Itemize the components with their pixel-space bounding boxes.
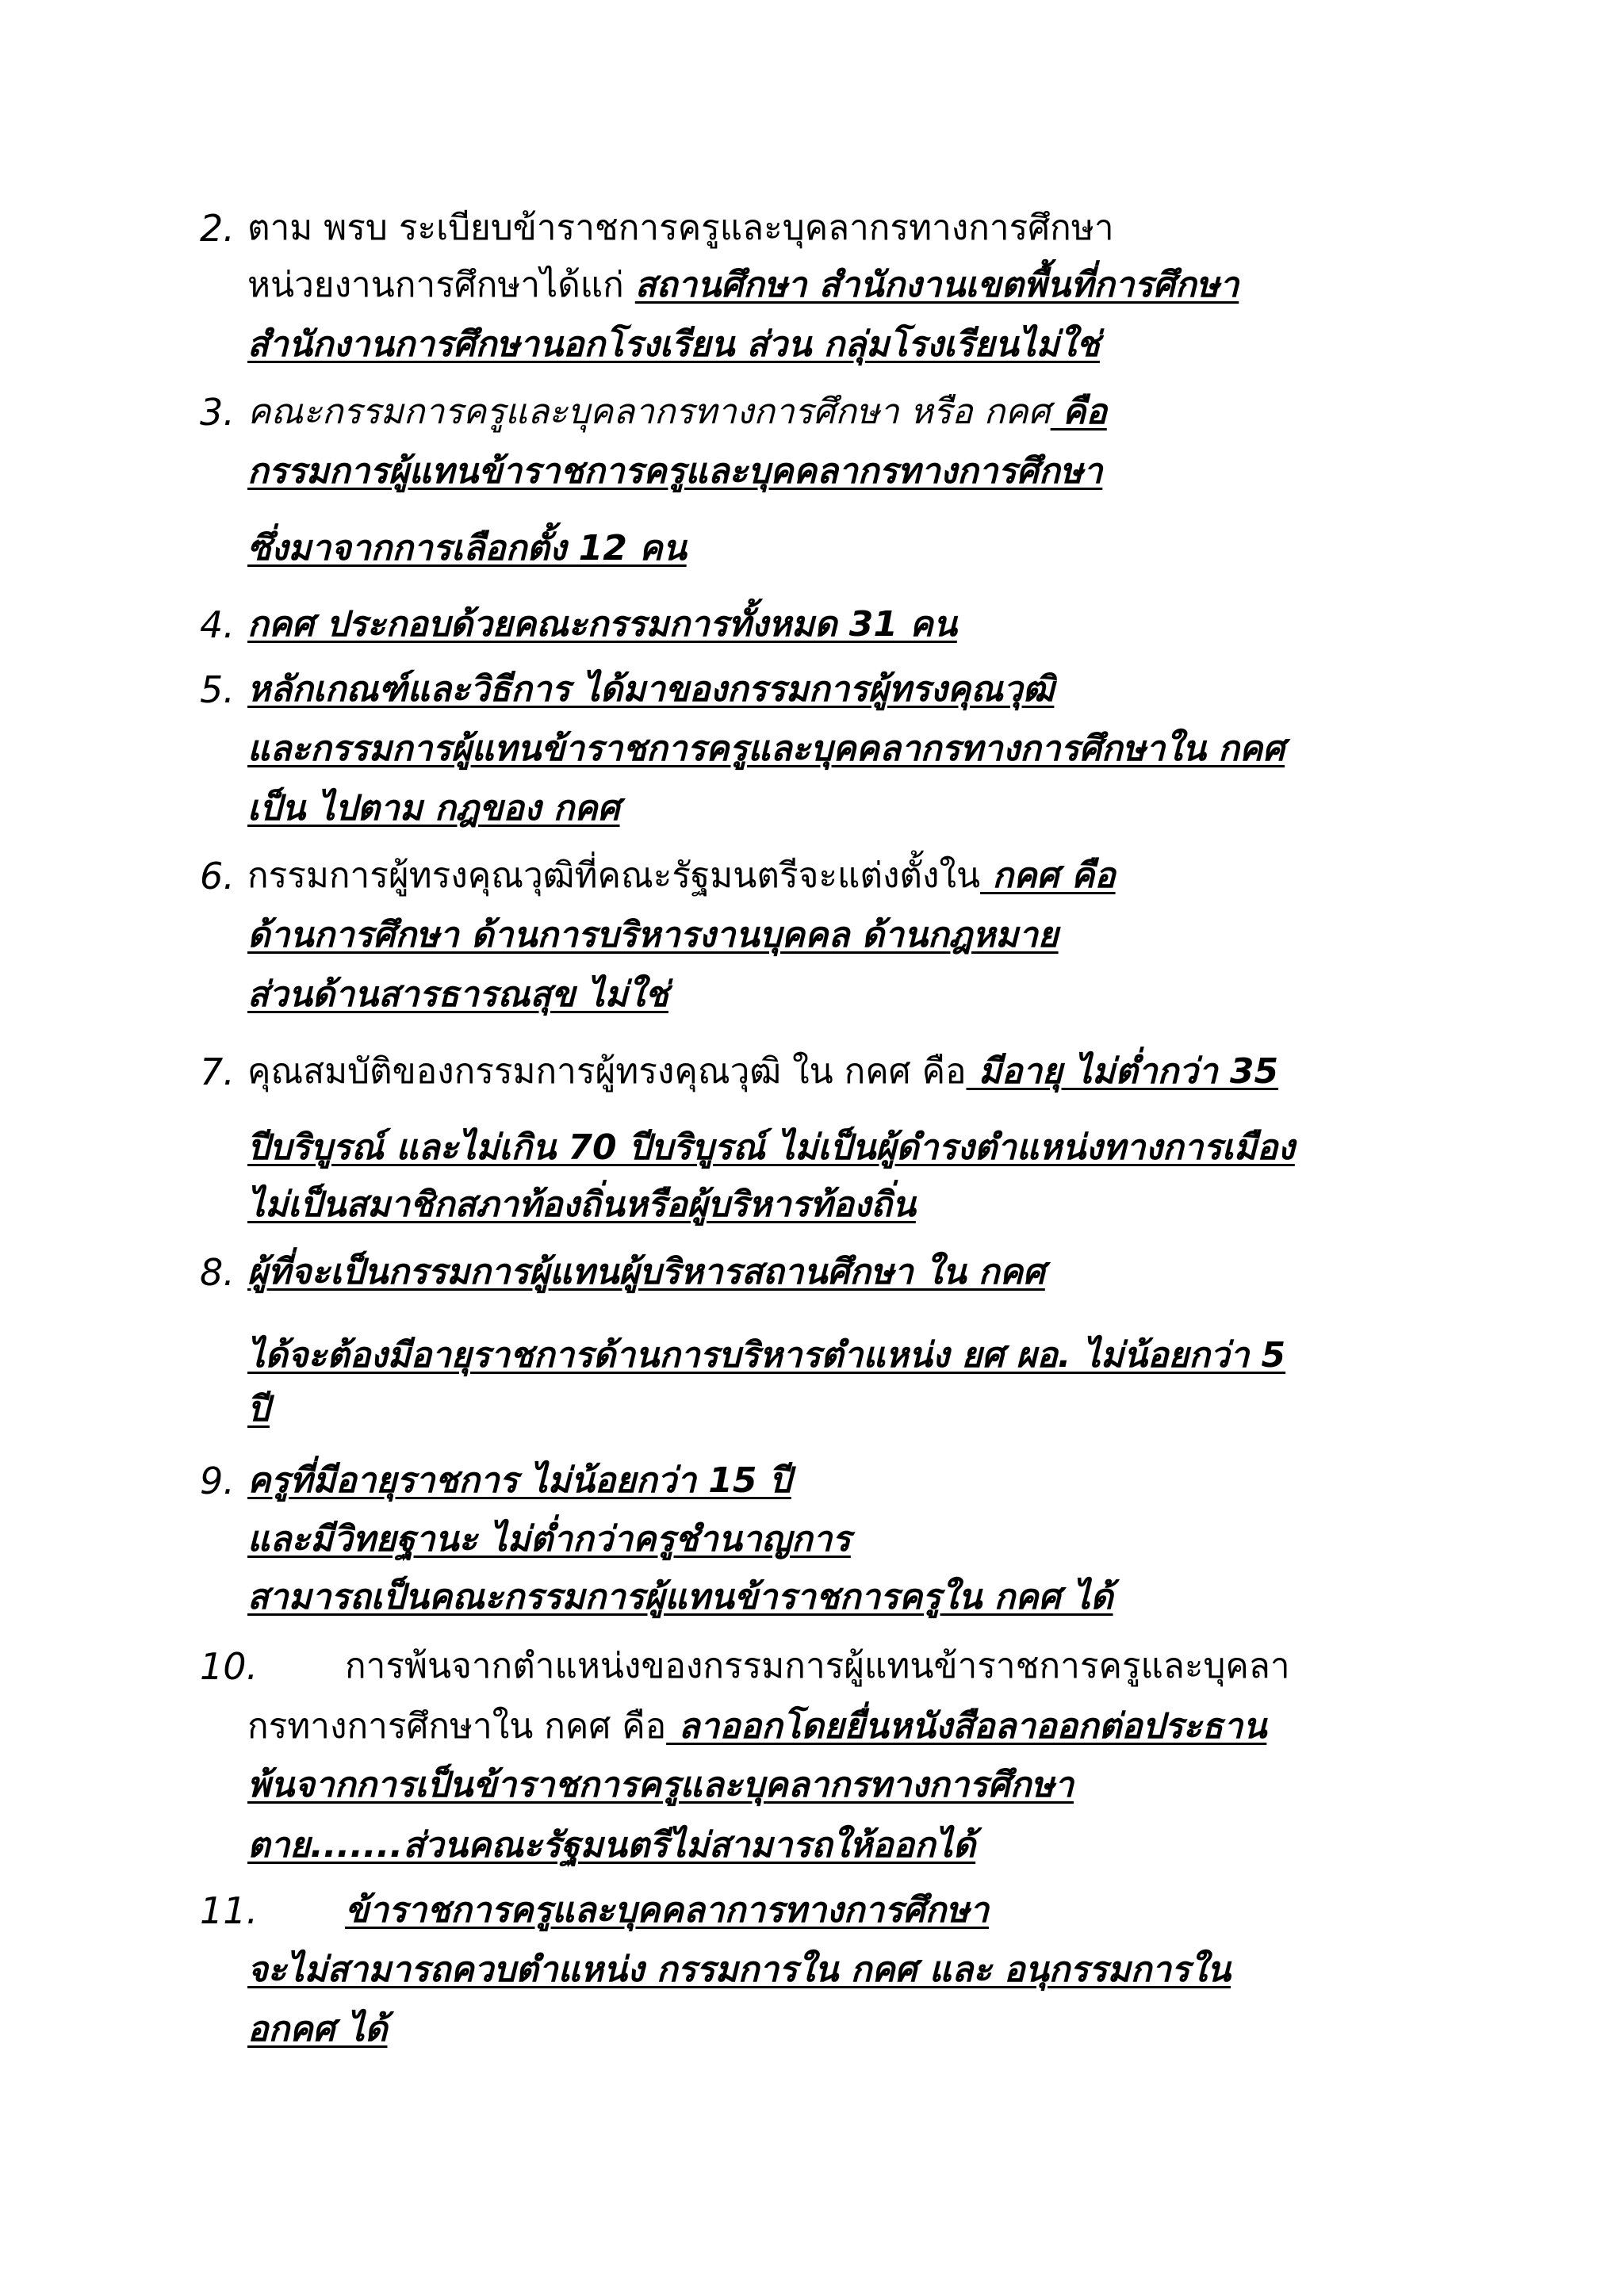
item-number: 10. <box>200 1645 259 1688</box>
item-line <box>247 1822 975 1869</box>
item-emphasis: กคศ คือ <box>980 855 1116 896</box>
item-line <box>247 1048 1278 1096</box>
item-emphasis: ผู้ที่จะเป็นกรรมการผู้แทนผู้บริหารสถานศึกษา ใน กคศ <box>247 1252 1045 1292</box>
item-line <box>247 666 1054 714</box>
item-emphasis: สามารถเป็นคณะกรรมการผู้แทนข้าราชการครูใน กคศ ได้ <box>247 1577 1113 1617</box>
item-text: คุณสมบัติของกรรมการผู้ทรงคุณวุฒิ ใน กคศ คือ <box>247 1051 967 1092</box>
item-number: 9. <box>200 1460 235 1502</box>
item-line <box>345 1643 1290 1690</box>
item-line <box>247 448 1102 496</box>
item-emphasis: ลาออกโดยยื่นหนังสือลาออกต่อประธาน <box>666 1706 1267 1747</box>
item-emphasis: สำนักงานการศึกษานอกโรงเรียน ส่วน กลุ่มโรงเรียนไม่ใช่ <box>247 324 1100 365</box>
item-line <box>247 1516 851 1563</box>
item-number: 6. <box>200 855 235 897</box>
item-emphasis: ปีบริบูรณ์ และไม่เกิน 70 ปีบริบูรณ์ ไม่เป็นผู้ดำรงตำแหน่งทางการเมือง <box>247 1127 1295 1168</box>
item-emphasis: และกรรมการผู้แทนข้าราชการครูและบุคคลากรทางการศึกษาใน กคศ <box>247 729 1285 769</box>
item-emphasis: ส่วนด้านสารธารณสุข ไม่ใช่ <box>247 974 668 1015</box>
item-line <box>247 852 1116 900</box>
item-number: 3. <box>200 391 235 434</box>
item-emphasis: ได้จะต้องมีอายุราชการด้านการบริหารตำแหน่ง ยศ ผอ. ไม่น้อยกว่า 5 <box>247 1335 1286 1376</box>
item-text: กรทางการศึกษาใน กคศ คือ <box>247 1706 667 1747</box>
item-number: 8. <box>200 1251 235 1294</box>
item-emphasis: อกคศ ได้ <box>247 2009 388 2049</box>
item-emphasis: จะไม่สามารถควบตำแหน่ง กรรมการใน กคศ และ อนุกรรมการใน <box>247 1950 1231 1990</box>
item-number: 2. <box>200 207 235 250</box>
item-number: 7. <box>200 1050 235 1093</box>
item-text: การพ้นจากตำแหน่งของกรรมการผู้แทนข้าราชการครูและบุคลา <box>345 1646 1290 1686</box>
item-text: คณะกรรมการครูและบุคลากรทางการศึกษา หรือ กคศ <box>247 392 1051 432</box>
item-line <box>247 1762 1074 1809</box>
item-line <box>247 1386 270 1433</box>
item-emphasis: ไม่เป็นสมาชิกสภาท้องถิ่นหรือผู้บริหารท้องถิ่น <box>247 1184 916 1225</box>
item-emphasis: ครูที่มีอายุราชการ ไม่น้อยกว่า 15 ปี <box>247 1460 791 1501</box>
item-text: ตาม พรบ ระเบียบข้าราชการครูและบุคลากรทางการศึกษา <box>247 208 1114 248</box>
item-line <box>247 205 1114 252</box>
item-line <box>247 525 687 572</box>
item-number: 11. <box>200 1889 259 1932</box>
item-line <box>247 1181 916 1229</box>
item-emphasis: ซึ่งมาจากการเลือกตั้ง 12 คน <box>247 528 687 568</box>
item-emphasis: ตาย.......ส่วนคณะรัฐมนตรีไม่สามารถให้ออกได้ <box>247 1825 976 1866</box>
item-line <box>247 725 1285 773</box>
item-emphasis: ด้านการศึกษา ด้านการบริหารงานบุคคล ด้านกฎหมาย <box>247 915 1059 955</box>
item-emphasis: ปี <box>247 1389 270 1429</box>
item-emphasis: ข้าราชการครูและบุคคลาการทางการศึกษา <box>345 1890 989 1931</box>
item-line <box>247 971 668 1019</box>
item-emphasis: เป็น ไปตาม กฎของ กคศ <box>247 788 620 828</box>
item-line <box>247 388 1107 436</box>
item-text: กรรมการผู้ทรงคุณวุฒิที่คณะรัฐมนตรีจะแต่งตั้งใน <box>247 855 981 896</box>
item-line <box>247 1457 791 1505</box>
item-line <box>247 262 1239 309</box>
item-line <box>247 1332 1285 1380</box>
item-line <box>345 1887 989 1934</box>
item-line <box>247 1946 1231 1994</box>
item-emphasis: มีอายุ ไม่ต่ำกว่า 35 <box>966 1051 1279 1092</box>
item-emphasis: และมีวิทยฐานะ ไม่ต่ำกว่าครูชำนาญการ <box>247 1519 851 1559</box>
item-line <box>247 1703 1266 1751</box>
item-emphasis: พ้นจากการเป็นข้าราชการครูและบุคลากรทางการศึกษา <box>247 1765 1074 1805</box>
item-line <box>247 1124 1295 1172</box>
item-line <box>247 1249 1045 1296</box>
item-emphasis: หลักเกณฑ์และวิธีการ ได้มาของกรรมการผู้ทรงคุณวุฒิ <box>247 669 1055 710</box>
item-text: หน่วยงานการศึกษาได้แก่ <box>247 265 635 305</box>
item-line <box>247 321 1100 369</box>
item-emphasis: สถานศึกษา สำนักงานเขตพื้นที่การศึกษา <box>634 265 1239 305</box>
item-emphasis: คือ <box>1050 392 1107 432</box>
item-line <box>247 2006 387 2053</box>
item-line <box>247 601 957 649</box>
item-number: 5. <box>200 668 235 711</box>
item-emphasis: กรรมการผู้แทนข้าราชการครูและบุคคลากรทางการศึกษา <box>247 451 1103 492</box>
item-line <box>247 1574 1113 1621</box>
item-number: 4. <box>200 603 235 646</box>
item-line <box>247 785 620 832</box>
item-emphasis: กคศ ประกอบด้วยคณะกรรมการทั้งหมด 31 คน <box>247 604 957 645</box>
item-line <box>247 912 1059 959</box>
